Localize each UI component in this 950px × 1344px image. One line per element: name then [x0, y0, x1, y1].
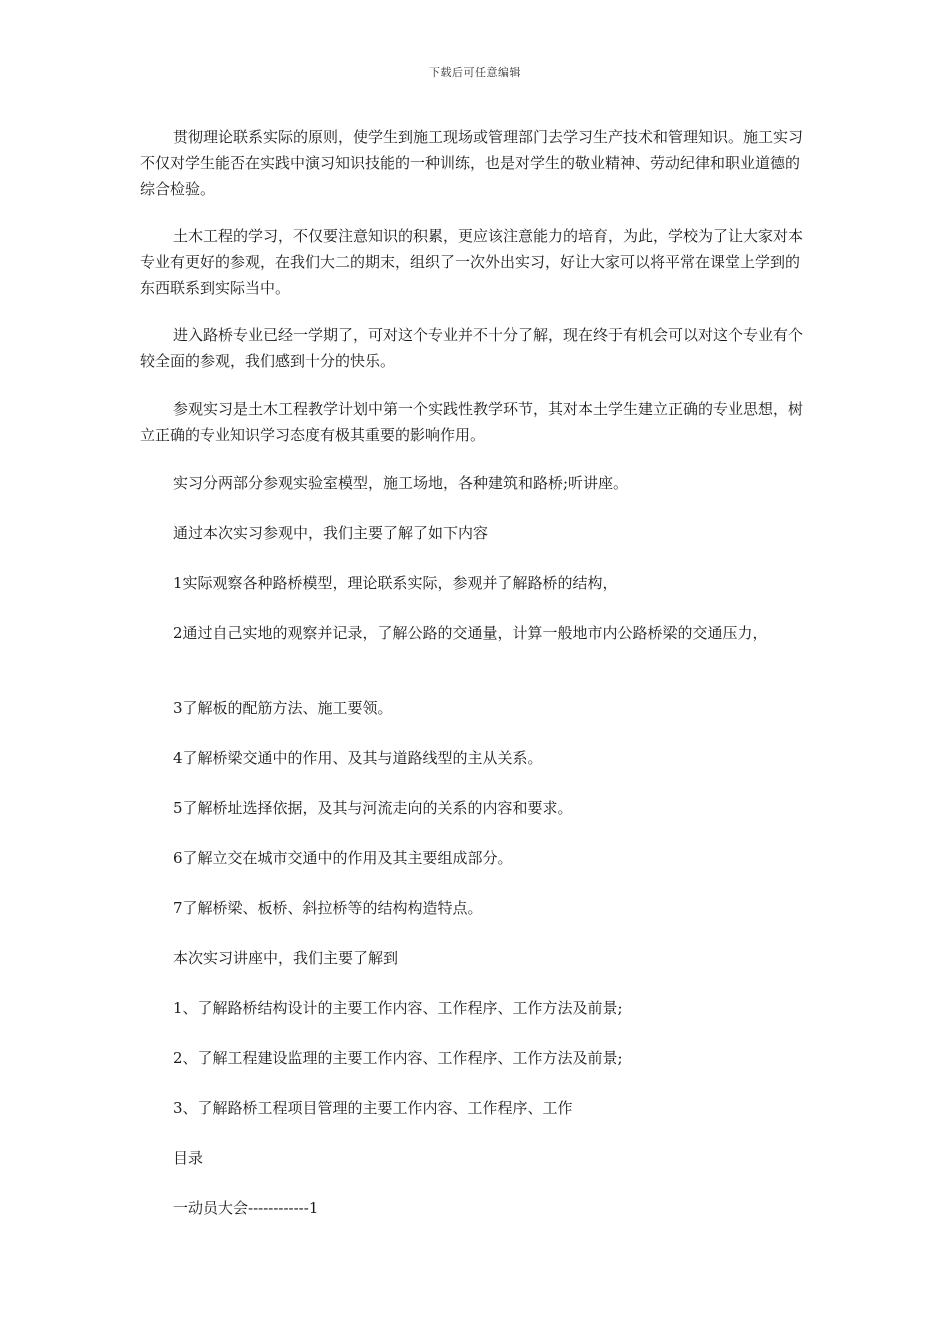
paragraph-learned-intro: 通过本次实习参观中，我们主要了解了如下内容 [173, 524, 489, 542]
list-item-1: 1实际观察各种路桥模型，理论联系实际，参观并了解路桥的结构， [173, 574, 618, 592]
list-item-4: 4了解桥梁交通中的作用、及其与道路线型的主从关系。 [173, 749, 543, 767]
paragraph-lecture-intro: 本次实习讲座中，我们主要了解到 [173, 949, 399, 967]
lecture-item-3: 3、了解路桥工程项目管理的主要工作内容、工作程序、工作 [173, 1099, 573, 1117]
list-item-3: 3了解板的配筋方法、施工要领。 [173, 699, 393, 717]
lecture-item-2: 2、了解工程建设监理的主要工作内容、工作程序、工作方法及前景; [173, 1049, 623, 1067]
list-item-7: 7了解桥梁、板桥、斜拉桥等的结构构造特点。 [173, 899, 483, 917]
lecture-item-1: 1、了解路桥结构设计的主要工作内容、工作程序、工作方法及前景; [173, 999, 623, 1017]
list-item-2: 2通过自己实地的观察并记录，了解公路的交通量，计算一般地市内公路桥梁的交通压力， [173, 624, 768, 642]
paragraph-study: 土木工程的学习，不仅要注意知识的积累，更应该注意能力的培育，为此，学校为了让大家对本专业有更好的参观，在我们大二的期末，组织了一次外出实习，好让大家可以将平常在课堂上学到的东西联系到实际当中。 [140, 227, 804, 297]
toc-item-1: 一动员大会------------1 [173, 1199, 319, 1217]
list-item-6: 6了解立交在城市交通中的作用及其主要组成部分。 [173, 849, 513, 867]
paragraph-practice-parts: 实习分两部分参观实验室模型，施工场地，各种建筑和路桥;听讲座。 [173, 474, 629, 492]
page-header: 下载后可任意编辑 [429, 66, 521, 79]
paragraph-visit-practice: 参观实习是土木工程教学计划中第一个实践性教学环节，其对本土学生建立正确的专业思想，树立正确的专业知识学习态度有极其重要的影响作用。 [140, 400, 804, 444]
paragraph-major: 进入路桥专业已经一学期了，可对这个专业并不十分了解，现在终于有机会可以对这个专业有个较全面的参观，我们感到十分的快乐。 [140, 326, 804, 370]
toc-title: 目录 [173, 1149, 204, 1167]
list-item-5: 5了解桥址选择依据，及其与河流走向的关系的内容和要求。 [173, 799, 573, 817]
paragraph-principle: 贯彻理论联系实际的原则，使学生到施工现场或管理部门去学习生产技术和管理知识。施工实习不仅对学生能否在实践中演习知识技能的一种训练，也是对学生的敬业精神、劳动纪律和职业道德的综合检验。 [140, 128, 804, 198]
